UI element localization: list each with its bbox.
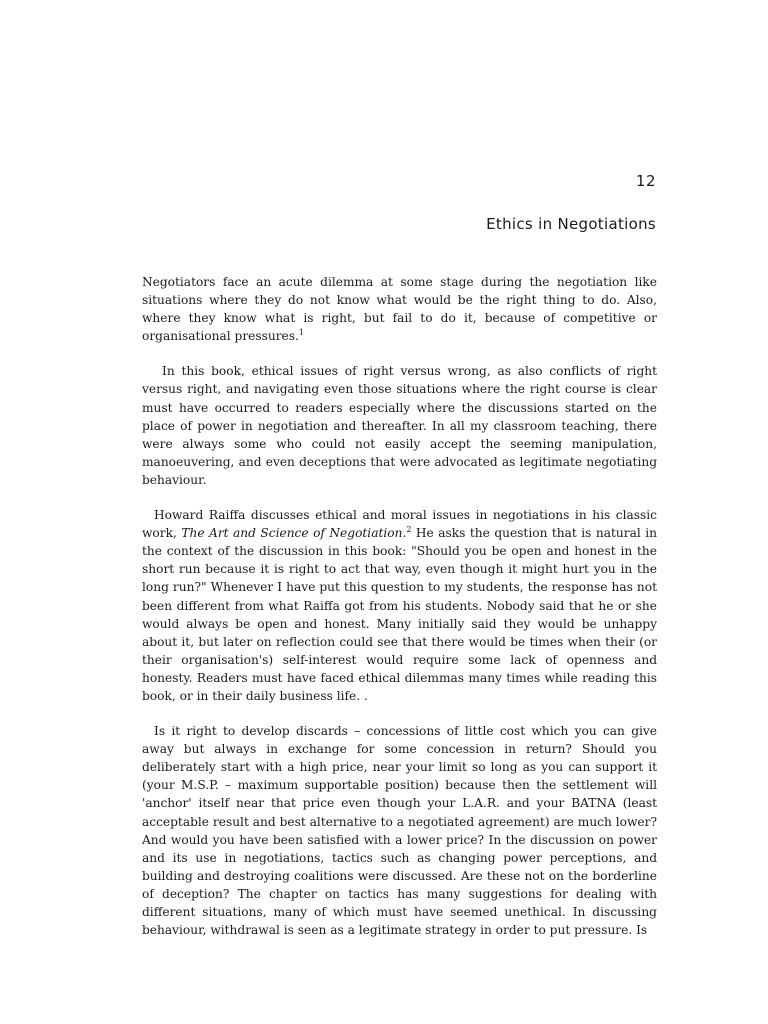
paragraph-3 — [142, 506, 657, 705]
footnote-ref-1: 1 — [298, 328, 304, 338]
chapter-title: Ethics in Negotiations — [486, 215, 656, 233]
paragraph-1 — [142, 273, 657, 345]
chapter-number: 12 — [635, 172, 656, 190]
paragraph-2 — [142, 362, 657, 489]
paragraph-3-text-before: Howard Raiffa discusses ethical and moral issues in negotiations in his classic work, — [142, 508, 657, 541]
body-text — [142, 273, 657, 956]
book-title: The Art and Science of Negotiation. — [181, 526, 407, 541]
paragraph-1-text: Negotiators face an acute dilemma at some stage during the negotiation like situations where they do not know what would be the right thing to do. Also, where they know what is right, but fail to do it, because of competitive or organisational pressures. — [142, 275, 657, 344]
paragraph-4-text: Is it right to develop discards – concessions of little cost which you can give away but always in exchange for some concession in return? Should you deliberately start with a high price, near your limit so long as you can support it (your M.S.P. – maximum supportable position) because then the settlement will 'anchor' itself near that price even though your L.A.R. and your BATNA (least acceptable result and best alternative to a negotiated agreement) are much lower? And would you have been satisfied with a lower price? In the discussion on power and its use in negotiations, tactics such as changing power perceptions, and building and destroying coalitions were discussed. Are these not on the borderline of deception? The chapter on tactics has many suggestions for dealing with different situations, many of which must have seemed unethical. In discussing behaviour, withdrawal is seen as a legitimate strategy in order to put pressure. Is — [142, 724, 657, 938]
paragraph-3-text-after: He asks the question that is natural in the context of the discussion in this book: "Should you be open and honest in the short run because it is right to act that way, even though it might hurt you in the long run?" Whenever I have put this question to my students, the response has not been different from what Raiffa got from his students. Nobody said that he or she would always be open and honest. Many initially said they would be unhappy about it, but later on reflection could see that there would be times when their (or their organisation's) self-interest would require some lack of openness and honesty. Readers must have faced ethical dilemmas many times while reading this book, or in their daily business life. . — [142, 526, 658, 703]
paragraph-4 — [142, 722, 657, 939]
paragraph-2-text: In this book, ethical issues of right versus wrong, as also conflicts of right versus right, and navigating even those situations where the right course is clear must have occurred to readers especially where the discussions started on the place of power in negotiation and thereafter. In all my classroom teaching, there were always some who could not easily accept the seeming manipulation, manoeuvering, and even deceptions that were advocated as legitimate negotiating behaviour. — [142, 364, 657, 487]
footnote-ref-2: 2 — [406, 525, 412, 535]
